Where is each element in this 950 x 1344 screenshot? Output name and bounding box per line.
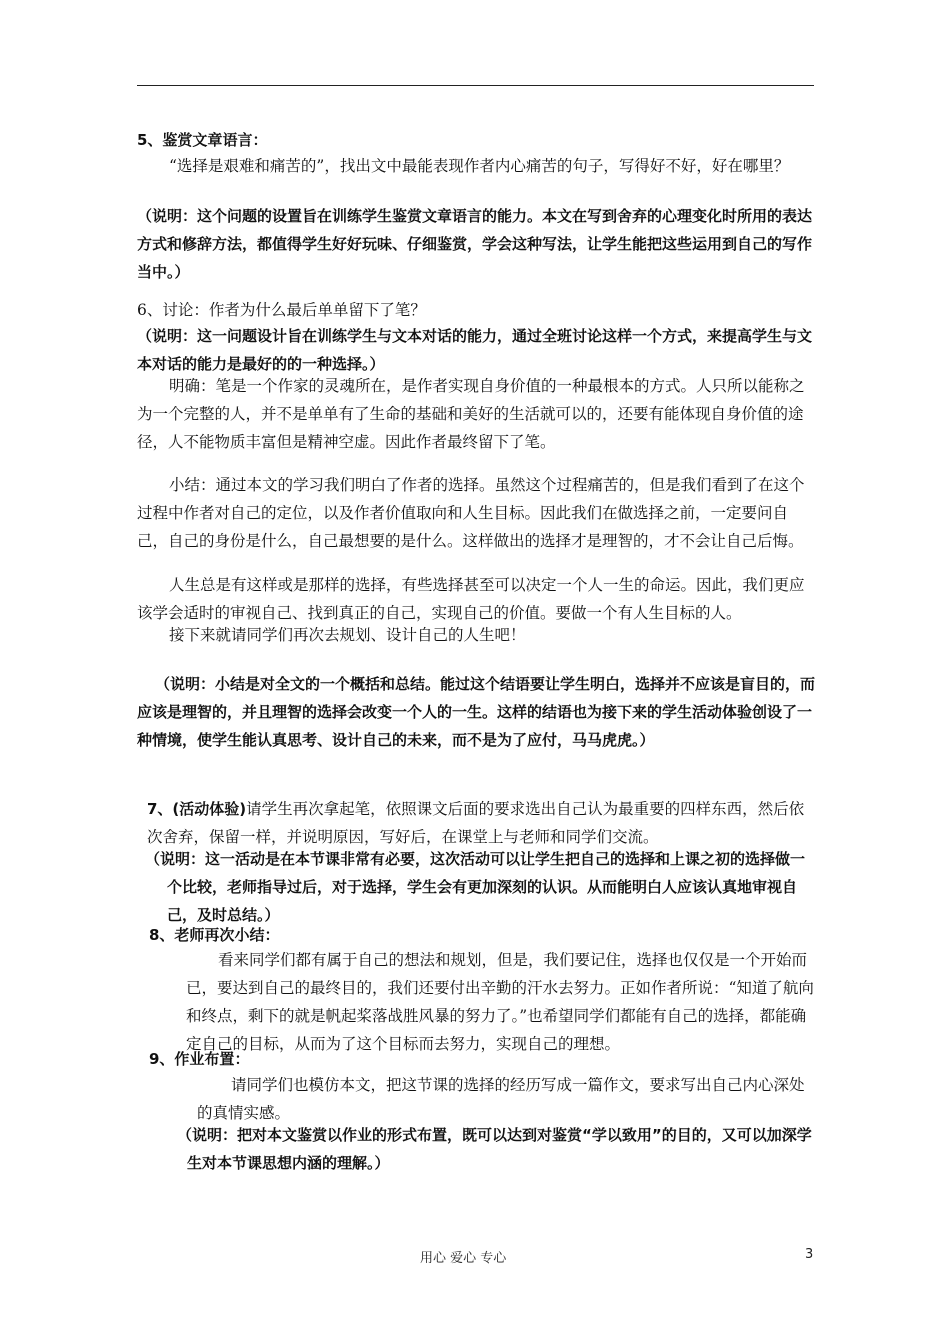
summary-note: （说明：小结是对全文的一个概括和总结。能过这个结语要让学生明白，选择并不应该是盲目的，而应该是理智的，并且理智的选择会改变一个人的一生。这样的结语也为接下来的学生活动体验创设了一种情境，使学生能认真思考、设计自己的未来，而不是为了应付，马马虎虎。） [137, 675, 816, 749]
section-7-heading: 7、(活动体验) [147, 800, 247, 818]
section-7-text: 请学生再次拿起笔，依照课文后面的要求选出自己认为最重要的四样东西，然后依次舍弃，保留一样，并说明原因，写好后，在课堂上与老师和同学们交流。 [147, 800, 805, 846]
section-6-heading: 6、讨论：作者为什么最后单单留下了笔？ [137, 301, 426, 319]
section-6-note: （说明：这一问题设计旨在训练学生与文本对话的能力，通过全班讨论这样一个方式，来提高学生与文本对话的能力是最好的的一种选择。） [137, 327, 813, 373]
summary-paragraph-3: 接下来就请同学们再次去规划、设计自己的人生吧！ [169, 626, 526, 644]
section-9-note: （说明：把对本文鉴赏以作业的形式布置，既可以达到对鉴赏“学以致用”的目的，又可以加深学生对本节课思想内涵的理解。） [177, 1126, 812, 1172]
section-9-text: 请同学们也模仿本文，把这节课的选择的经历写成一篇作文，要求写出自己内心深处的真情实感。 [197, 1076, 805, 1122]
section-9-heading: 9、作业布置： [149, 1050, 250, 1068]
section-7-note: （说明：这一活动是在本节课非常有必要，这次活动可以让学生把自己的选择和上课之初的选择做一个比较，老师指导过后，对于选择，学生会有更加深刻的认识。从而能明白人应该认真地审视自己，及时总结。） [145, 850, 806, 924]
section-7-block [147, 795, 817, 851]
summary-paragraph-1: 小结：通过本文的学习我们明白了作者的选择。虽然这个过程痛苦的，但是我们看到了在这个过程中作者对自己的定位，以及作者价值取向和人生目标。因此我们在做选择之前，一定要问自己，自己的身份是什么，自己最想要的是什么。这样做出的选择才是理智的，才不会让自己后悔。 [137, 476, 805, 550]
section-5-question: “选择是艰难和痛苦的”，找出文中最能表现作者内心痛苦的句子，写得好不好，好在哪里？ [169, 157, 790, 175]
page-number: 3 [805, 1247, 814, 1262]
header-rule [137, 85, 814, 86]
summary-paragraph-2: 人生总是有这样或是那样的选择，有些选择甚至可以决定一个人一生的命运。因此，我们更应该学会适时的审视自己、找到真正的自己，实现自己的价值。要做一个有人生目标的人。 [137, 576, 805, 622]
section-8-text: 看来同学们都有属于自己的想法和规划，但是，我们要记住，选择也仅仅是一个开始而已，要达到自己的最终目的，我们还要付出辛勤的汗水去努力。正如作者所说：“知道了航向和终点，剩下的就是帆起桨落战胜风暴的努力了。”也希望同学们都能有自己的选择，都能确定自己的目标，从而为了这个目标而去努力，实现自己的理想。 [186, 951, 814, 1053]
section-5-heading: 5、鉴赏文章语言： [137, 131, 268, 149]
section-8-heading: 8、老师再次小结： [149, 926, 280, 944]
section-5-note: （说明：这个问题的设置旨在训练学生鉴赏文章语言的能力。本文在写到舍弃的心理变化时所用的表达方式和修辞方法，都值得学生好好玩味、仔细鉴赏，学会这种写法，让学生能把这些运用到自己的写作当中。） [137, 207, 813, 281]
footer-motto: 用心 爱心 专心 [420, 1251, 507, 1266]
section-6-answer: 明确：笔是一个作家的灵魂所在，是作者实现自身价值的一种最根本的方式。人只所以能称之为一个完整的人，并不是单单有了生命的基础和美好的生活就可以的，还要有能体现自身价值的途径，人不能物质丰富但是精神空虚。因此作者最终留下了笔。 [137, 377, 805, 451]
